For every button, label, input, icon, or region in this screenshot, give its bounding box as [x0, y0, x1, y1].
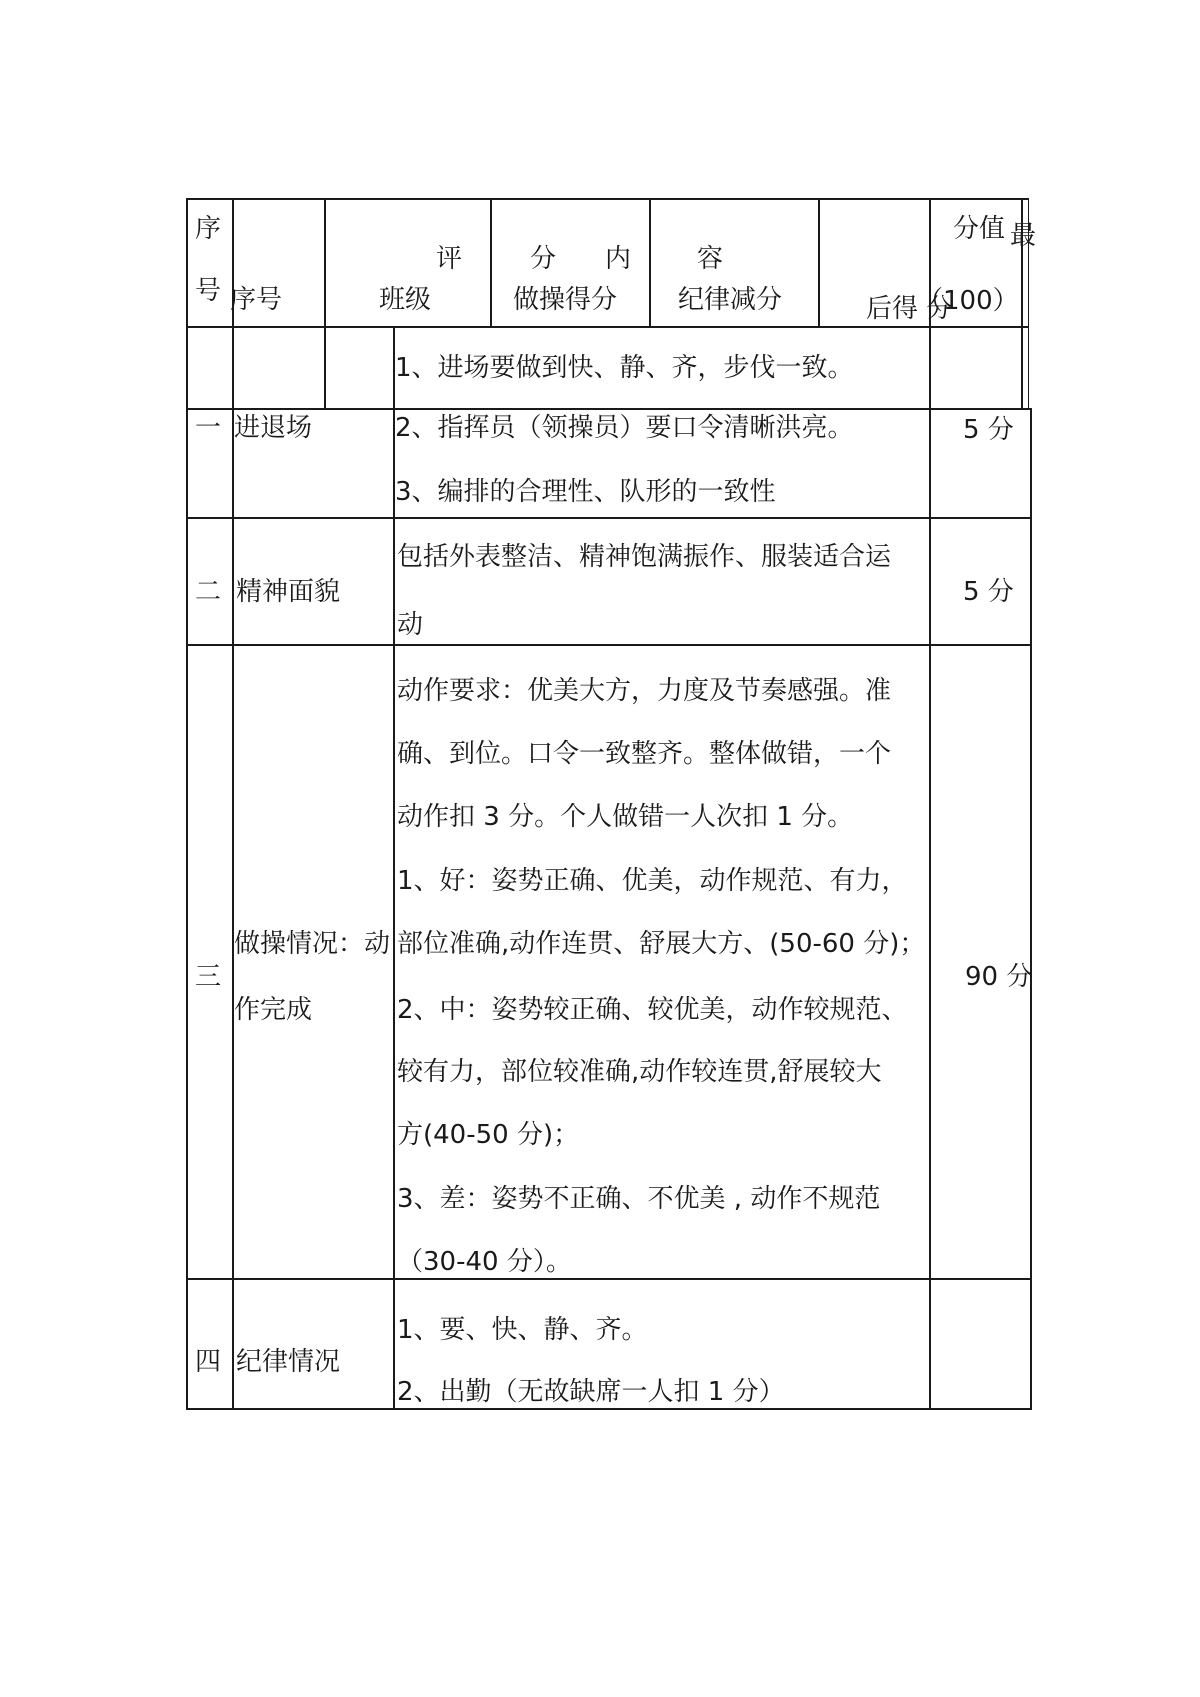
- grid-line: [186, 198, 1029, 200]
- row-criteria-line: 3、差：姿势不正确、不优美 , 动作不规范: [397, 1184, 881, 1214]
- row-criteria-line: 1、好：姿势正确、优美，动作规范、有力，: [397, 866, 908, 896]
- grid-line: [649, 198, 651, 326]
- grid-line: [186, 198, 188, 1410]
- header-seq2: 序号: [230, 285, 283, 315]
- row-index: 二: [195, 577, 222, 607]
- grid-line: [186, 644, 1031, 646]
- row-points: 5 分: [963, 415, 1014, 445]
- header-seq-top: 序: [195, 214, 222, 244]
- row-index: 三: [195, 962, 222, 992]
- row-index: 一: [195, 413, 222, 443]
- row-criteria-line: 部位准确,动作连贯、舒展大方、(50-60 分)；: [397, 929, 926, 959]
- row-item: 精神面貌: [236, 577, 341, 607]
- row-criteria-line: 动: [397, 610, 424, 640]
- grid-line: [186, 1408, 1031, 1410]
- header-discipline-deduction: 纪律减分: [678, 285, 783, 315]
- grid-line: [186, 1278, 1031, 1280]
- row-index: 四: [195, 1347, 222, 1377]
- row-criteria-line: 动作扣 3 分。个人做错一人次扣 1 分。: [397, 802, 854, 832]
- grid-line: [186, 408, 1031, 410]
- row-criteria-line: 较有力，部位较准确,动作较连贯,舒展较大: [397, 1057, 882, 1087]
- header-exercise-score: 做操得分: [513, 285, 618, 315]
- row-criteria-line: 确、到位。口令一致整齐。整体做错，一个: [397, 739, 892, 769]
- header-nei: 内: [605, 244, 632, 274]
- header-zui: 最: [1010, 221, 1037, 251]
- grid-line: [186, 326, 1029, 328]
- row-criteria-line: 2、指挥员（领操员）要口令清晰洪亮。: [395, 413, 854, 443]
- row-criteria-line: 动作要求：优美大方，力度及节奏感强。准: [397, 676, 892, 706]
- grid-line: [490, 198, 492, 326]
- header-fen: 分: [530, 244, 557, 274]
- header-rong: 容: [697, 244, 724, 274]
- grid-line: [232, 198, 234, 1410]
- row-points: 90 分: [965, 962, 1033, 992]
- grid-line: [324, 198, 326, 408]
- row-criteria-line: 1、要、快、静、齐。: [397, 1315, 648, 1345]
- row-item: 纪律情况: [236, 1347, 341, 1377]
- header-final-score: 后得 分: [866, 294, 953, 324]
- grid-line: [929, 198, 931, 1410]
- grid-line: [818, 198, 820, 326]
- row-item: 作完成: [234, 995, 313, 1025]
- grid-line: [186, 517, 1031, 519]
- row-criteria-line: 3、编排的合理性、队形的一致性: [395, 477, 776, 507]
- row-criteria-line: （30-40 分）。: [397, 1247, 572, 1277]
- row-criteria-line: 2、中：姿势较正确、较优美，动作较规范、: [397, 995, 908, 1025]
- row-criteria-line: 包括外表整洁、精神饱满振作、服装适合运: [397, 542, 892, 572]
- header-seq-bottom: 号: [195, 276, 222, 306]
- header-class: 班级: [379, 285, 432, 315]
- row-item: 进退场: [234, 413, 313, 443]
- header-max-total: （100）: [917, 286, 1019, 316]
- row-criteria-line: 1、进场要做到快、静、齐，步伐一致。: [395, 353, 854, 383]
- grid-line: [1030, 408, 1032, 1410]
- row-item: 做操情况：动: [234, 929, 391, 959]
- row-criteria-line: 方(40-50 分)；: [397, 1120, 580, 1150]
- row-criteria-line: 2、出勤（无故缺席一人扣 1 分）: [397, 1377, 785, 1407]
- header-max-value: 分值: [953, 214, 1006, 244]
- header-ping: 评: [436, 244, 463, 274]
- row-points: 5 分: [963, 577, 1014, 607]
